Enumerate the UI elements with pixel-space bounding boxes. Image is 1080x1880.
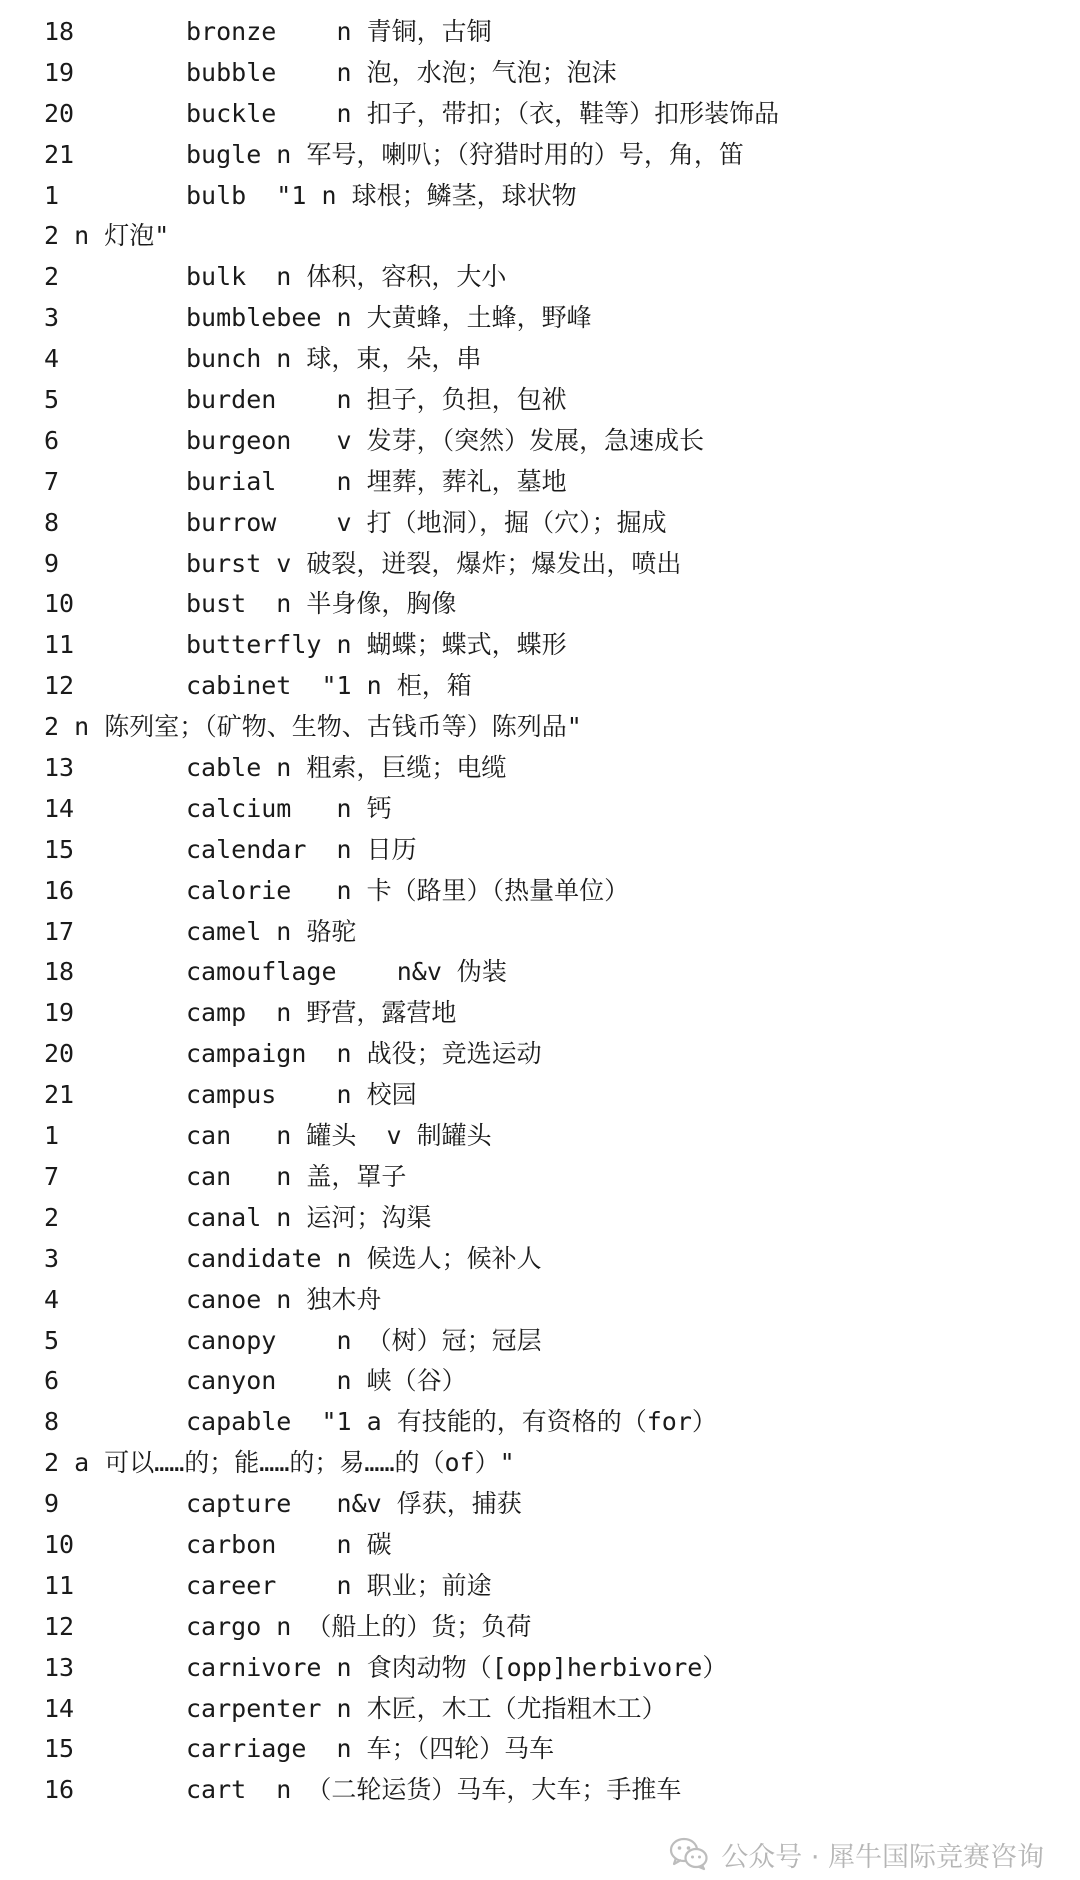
vocab-line (44, 1361, 1054, 1402)
vocab-line (44, 666, 1054, 707)
line-entry: carnivore n 食肉动物（[opp]herbivore） (186, 1652, 728, 1682)
line-entry: bust n 半身像，胸像 (186, 589, 457, 619)
line-entry: burial n 埋葬，葬礼，墓地 (186, 466, 567, 496)
line-entry: candidate n 候选人；候补人 (186, 1243, 542, 1273)
line-number: 9 (44, 1489, 60, 1519)
line-number: 9 (44, 548, 60, 578)
vocab-line (44, 53, 1054, 94)
line-entry: camp n 野营，露营地 (186, 998, 457, 1028)
vocab-line (44, 912, 1054, 953)
line-number: 18 (44, 957, 75, 987)
line-entry: burrow v 打（地洞），掘（穴）；掘成 (186, 507, 667, 537)
line-entry: bronze n 青铜，古铜 (186, 17, 492, 46)
line-entry: calcium n 钙 (186, 793, 392, 823)
line-entry: bulk n 体积，容积，大小 (186, 262, 507, 292)
line-number: 15 (44, 834, 75, 864)
vocab-line (44, 94, 1054, 135)
vocab-line (44, 830, 1054, 871)
vocab-line (44, 1239, 1054, 1280)
line-number: 7 (44, 466, 60, 496)
line-entry: 2 n 灯泡" (44, 221, 170, 251)
line-number: 17 (44, 916, 75, 946)
line-number: 19 (44, 998, 75, 1028)
vocabulary-list (44, 12, 1054, 1811)
vocab-line (44, 12, 1054, 53)
line-entry: canal n 运河；沟渠 (186, 1202, 432, 1232)
line-entry: bulb "1 n 球根；鳞茎，球状物 (186, 180, 577, 210)
line-entry: bumblebee n 大黄蜂，土蜂，野峰 (186, 303, 592, 333)
line-number: 6 (44, 1366, 60, 1396)
vocab-line (44, 748, 1054, 789)
line-number: 8 (44, 507, 60, 537)
vocab-line (44, 1648, 1054, 1689)
line-entry: burden n 担子，负担，包袱 (186, 385, 567, 415)
vocab-line (44, 298, 1054, 339)
line-entry: bubble n 泡，水泡；气泡；泡沫 (186, 57, 617, 87)
vocab-line (44, 1607, 1054, 1648)
vocab-line (44, 1198, 1054, 1239)
vocab-line (44, 339, 1054, 380)
vocab-line (44, 625, 1054, 666)
line-number: 10 (44, 1529, 75, 1559)
vocab-line (44, 1484, 1054, 1525)
vocab-line (44, 1280, 1054, 1321)
vocab-line (44, 1116, 1054, 1157)
line-number: 11 (44, 630, 75, 660)
vocab-line (44, 871, 1054, 912)
vocab-line (44, 462, 1054, 503)
line-entry: 2 a 可以……的；能……的；易……的（of）" (44, 1448, 515, 1478)
vocab-line (44, 789, 1054, 830)
line-entry: carbon n 碳 (186, 1529, 392, 1559)
line-number: 1 (44, 180, 60, 210)
line-number: 10 (44, 589, 75, 619)
line-number: 7 (44, 1161, 60, 1191)
line-entry: can n 盖，罩子 (186, 1161, 407, 1191)
line-number: 12 (44, 671, 75, 701)
line-number: 16 (44, 875, 75, 905)
vocab-line (44, 1770, 1054, 1811)
vocab-line (44, 1566, 1054, 1607)
line-number: 2 (44, 262, 60, 292)
line-number: 6 (44, 425, 60, 455)
vocab-line (44, 1157, 1054, 1198)
line-entry: can n 罐头 v 制罐头 (186, 1121, 492, 1151)
line-number: 21 (44, 139, 75, 169)
line-number: 3 (44, 1243, 60, 1273)
line-number: 3 (44, 303, 60, 333)
line-entry: cable n 粗索，巨缆；电缆 (186, 753, 507, 783)
line-number: 2 (44, 1202, 60, 1232)
line-entry: capture n&v 俘获，捕获 (186, 1489, 522, 1519)
line-number: 12 (44, 1611, 75, 1641)
line-entry: carriage n 车；（四轮）马车 (186, 1734, 555, 1764)
vocab-line (44, 1075, 1054, 1116)
line-entry: canopy n （树）冠；冠层 (186, 1325, 542, 1355)
line-entry: calorie n 卡（路里）（热量单位） (186, 875, 630, 905)
vocab-line (44, 707, 1054, 748)
vocab-line (44, 1729, 1054, 1770)
line-number: 14 (44, 793, 75, 823)
line-entry: campus n 校园 (186, 1080, 417, 1110)
line-entry: calendar n 日历 (186, 834, 417, 864)
line-number: 5 (44, 1325, 60, 1355)
vocab-line (44, 421, 1054, 462)
vocab-line (44, 216, 1054, 257)
line-entry: cabinet "1 n 柜，箱 (186, 671, 472, 701)
line-entry: buckle n 扣子，带扣；（衣，鞋等）扣形装饰品 (186, 98, 780, 128)
wechat-icon (669, 1837, 709, 1871)
vocab-line (44, 993, 1054, 1034)
line-entry: canoe n 独木舟 (186, 1284, 382, 1314)
line-entry: cargo n （船上的）货；负荷 (186, 1611, 532, 1641)
vocab-line (44, 1321, 1054, 1362)
line-entry: 2 n 陈列室；（矿物、生物、古钱币等）陈列品" (44, 712, 582, 742)
line-number: 5 (44, 385, 60, 415)
line-entry: camouflage n&v 伪装 (186, 957, 507, 987)
line-entry: camel n 骆驼 (186, 916, 357, 946)
line-number: 4 (44, 344, 60, 374)
line-entry: bugle n 军号，喇叭；（狩猎时用的）号，角，笛 (186, 139, 744, 169)
vocab-line (44, 1402, 1054, 1443)
vocab-line (44, 1689, 1054, 1730)
line-entry: cart n （二轮运货）马车，大车；手推车 (186, 1775, 682, 1805)
vocab-line (44, 1443, 1054, 1484)
line-number: 11 (44, 1570, 75, 1600)
line-number: 18 (44, 17, 75, 46)
vocab-line (44, 380, 1054, 421)
line-number: 21 (44, 1080, 75, 1110)
vocab-line (44, 135, 1054, 176)
line-entry: campaign n 战役；竞选运动 (186, 1039, 542, 1069)
line-entry: capable "1 a 有技能的，有资格的（for） (186, 1407, 717, 1437)
line-number: 15 (44, 1734, 75, 1764)
vocab-line (44, 1525, 1054, 1566)
line-entry: burst v 破裂，迸裂，爆炸；爆发出，喷出 (186, 548, 682, 578)
line-entry: burgeon v 发芽，（突然）发展，急速成长 (186, 425, 705, 455)
vocab-line (44, 503, 1054, 544)
line-number: 14 (44, 1693, 75, 1723)
line-number: 13 (44, 1652, 75, 1682)
line-entry: butterfly n 蝴蝶；蝶式，蝶形 (186, 630, 567, 660)
line-entry: career n 职业；前途 (186, 1570, 492, 1600)
line-number: 4 (44, 1284, 60, 1314)
line-number: 16 (44, 1775, 75, 1805)
watermark (669, 1834, 1044, 1874)
vocab-line (44, 1034, 1054, 1075)
line-number: 20 (44, 1039, 75, 1069)
line-number: 8 (44, 1407, 60, 1437)
line-number: 19 (44, 57, 75, 87)
vocab-line (44, 584, 1054, 625)
line-entry: canyon n 峡（谷） (186, 1366, 467, 1396)
line-number: 1 (44, 1121, 60, 1151)
vocab-line (44, 257, 1054, 298)
vocab-line (44, 952, 1054, 993)
vocab-line (44, 176, 1054, 217)
line-number: 13 (44, 753, 75, 783)
line-number: 20 (44, 98, 75, 128)
watermark-text: 公众号 · 犀牛国际竞赛咨询 (721, 1841, 1044, 1873)
line-entry: bunch n 球，束，朵，串 (186, 344, 482, 374)
line-entry: carpenter n 木匠，木工（尤指粗木工） (186, 1693, 667, 1723)
vocab-line (44, 544, 1054, 585)
